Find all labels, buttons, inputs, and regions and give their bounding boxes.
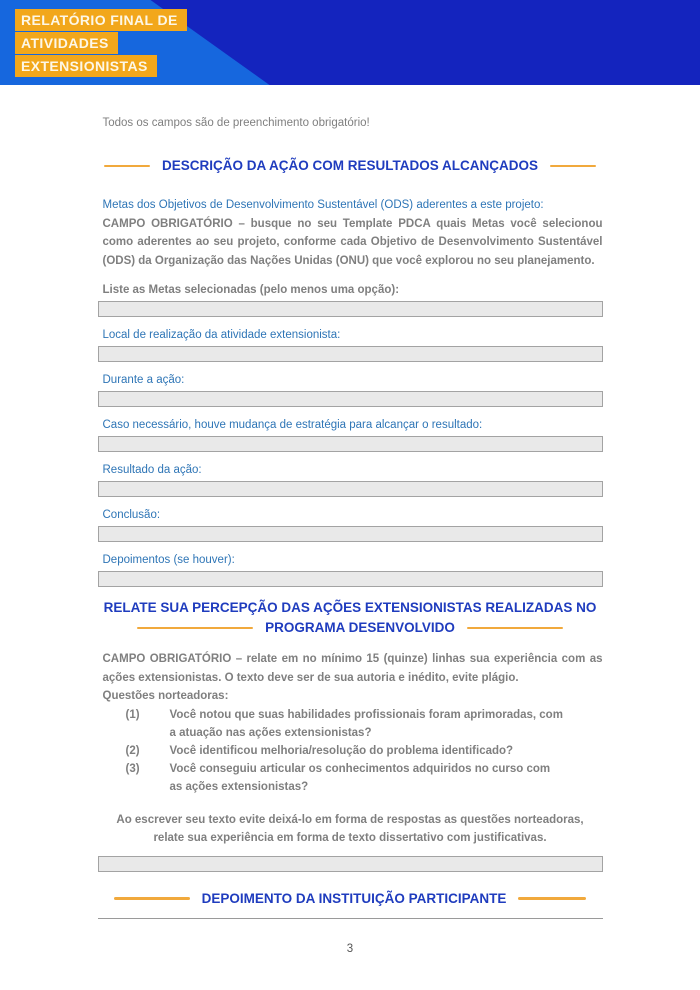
- local-realizacao-input[interactable]: [98, 346, 603, 362]
- section-heading-percepcao-line2: [98, 618, 603, 638]
- field-label-metas-selecionadas: Liste as Metas selecionadas (pelo menos uma opção):: [102, 284, 400, 296]
- depoimentos-input[interactable]: [98, 571, 603, 587]
- form-content: [98, 116, 603, 955]
- questoes-norteadoras-label: Questões norteadoras:: [102, 690, 229, 702]
- question-number: (2): [125, 744, 140, 757]
- field-conclusao: [98, 508, 603, 542]
- question-text: Você identificou melhoria/resolução do problema identificado?: [169, 744, 514, 757]
- field-depoimentos: [98, 553, 603, 587]
- field-durante-acao: [98, 373, 603, 407]
- writing-advice-note: Ao escrever seu texto evite deixá-lo em forma de respostas as questões norteadoras, relate sua experiência em forma de texto dissertativo com justificativas.: [116, 813, 584, 844]
- question-number: (1): [125, 708, 140, 721]
- orange-dash-left: [104, 165, 150, 168]
- section-heading-percepcao-line2-text: PROGRAMA DESENVOLVIDO: [265, 620, 455, 635]
- field-metas-selecionadas: [98, 283, 603, 317]
- guiding-questions-list: [98, 706, 603, 796]
- ods-intro-label: Metas dos Objetivos de Desenvolvimento Sustentável (ODS) aderentes a este projeto:: [102, 199, 544, 211]
- field-label-local-realizacao: Local de realização da atividade extensionista:: [102, 329, 341, 341]
- conclusao-input[interactable]: [98, 526, 603, 542]
- report-title-line-1: RELATÓRIO FINAL DE: [15, 9, 187, 31]
- field-resultado-acao: [98, 463, 603, 497]
- field-label-mudanca-estrategia: Caso necessário, houve mudança de estratégia para alcançar o resultado:: [102, 419, 483, 431]
- field-label-durante-acao: Durante a ação:: [102, 374, 185, 386]
- percepcao-answer-input[interactable]: [98, 856, 603, 872]
- ods-intro: [98, 196, 603, 270]
- mudanca-estrategia-input[interactable]: [98, 436, 603, 452]
- durante-acao-input[interactable]: [98, 391, 603, 407]
- required-fields-note: Todos os campos são de preenchimento obrigatório!: [102, 117, 370, 129]
- resultado-acao-input[interactable]: [98, 481, 603, 497]
- section-heading-description: [98, 157, 603, 175]
- report-title: [15, 9, 187, 78]
- page-header-banner: [0, 0, 700, 85]
- orange-dash-right: [550, 165, 596, 168]
- section-heading-depoimento: [98, 890, 603, 908]
- orange-dash-left: [114, 897, 190, 900]
- percepcao-instructions: CAMPO OBRIGATÓRIO – relate em no mínimo 15 (quinze) linhas sua experiência com as ações extensionistas. O texto deve ser de sua autoria e inédito, evite plágio.: [102, 653, 603, 684]
- question-text: Você conseguiu articular os conhecimentos adquiridos no curso com as ações extensionistas?: [169, 762, 551, 793]
- section-heading-description-text: DESCRIÇÃO DA AÇÃO COM RESULTADOS ALCANÇADOS: [162, 158, 538, 173]
- orange-dash-right: [467, 627, 563, 630]
- list-item: [126, 706, 603, 742]
- field-label-resultado-acao: Resultado da ação:: [102, 464, 202, 476]
- form-fields: [98, 283, 603, 587]
- list-item: [126, 760, 603, 796]
- report-title-line-2: ATIVIDADES: [15, 32, 118, 54]
- section-heading-percepcao-line1: RELATE SUA PERCEPÇÃO DAS AÇÕES EXTENSIONISTAS REALIZADAS NO: [103, 600, 597, 615]
- field-label-conclusao: Conclusão:: [102, 509, 161, 521]
- metas-selecionadas-input[interactable]: [98, 301, 603, 317]
- page-number: 3: [346, 942, 354, 955]
- field-mudanca-estrategia: [98, 418, 603, 452]
- question-text: Você notou que suas habilidades profissionais foram aprimoradas, com a atuação nas ações extensionistas?: [169, 708, 563, 739]
- section-heading-depoimento-text: DEPOIMENTO DA INSTITUIÇÃO PARTICIPANTE: [201, 890, 507, 906]
- ods-intro-body: CAMPO OBRIGATÓRIO – busque no seu Template PDCA quais Metas você selecionou como aderentes ao seu projeto, conforme cada Objetivo de Desenvolvimento Sustentável (ODS) da Organização das Nações Unidas (ONU) que você explorou no seu planejamento.: [102, 217, 603, 267]
- orange-dash-left: [137, 627, 253, 630]
- section-divider: [98, 918, 603, 919]
- orange-dash-right: [518, 897, 586, 900]
- field-local-realizacao: [98, 328, 603, 362]
- list-item: [126, 742, 603, 760]
- report-title-line-3: EXTENSIONISTAS: [15, 55, 157, 77]
- question-number: (3): [125, 762, 140, 775]
- field-label-depoimentos: Depoimentos (se houver):: [102, 554, 235, 566]
- section-heading-percepcao: [98, 598, 603, 638]
